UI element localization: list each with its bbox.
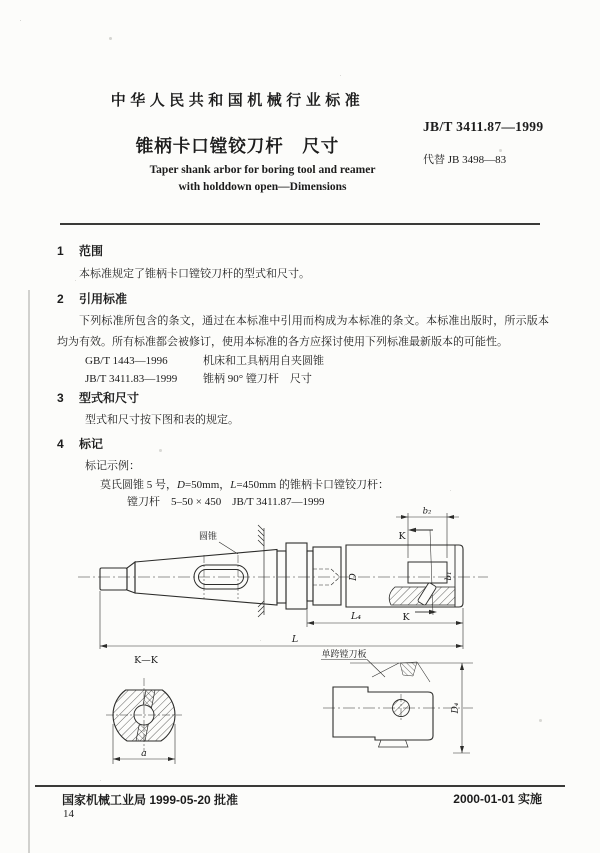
- section-kk-title: K—K: [134, 655, 158, 666]
- dim-label-l: L: [291, 634, 299, 645]
- standard-number: JB/T 3411.87—1999: [423, 119, 544, 134]
- dim-label-a: a: [141, 748, 147, 759]
- plate-edge: [417, 662, 430, 682]
- section-1-title: 范围: [79, 244, 104, 258]
- cutter-slot: [408, 562, 447, 583]
- section-4-title: 标记: [79, 437, 104, 451]
- standard-title-cn: 锥柄卡口镗铰刀杆 尺寸: [135, 136, 340, 156]
- dim-label-b1: b₁: [444, 571, 454, 581]
- cone-label: 圆锥: [198, 531, 218, 541]
- dimension-l4: [307, 608, 463, 649]
- arbor-body-steps: [277, 543, 341, 609]
- header-divider: [60, 223, 540, 225]
- bottom-plate-tab: [379, 740, 409, 747]
- main-view: [78, 507, 488, 650]
- example-text: =450mm 的锥柄卡口镗铰刀杆：: [236, 479, 389, 491]
- example-var-l: L: [230, 479, 237, 491]
- section-kk-view: [106, 655, 182, 764]
- standard-title-en-line1: Taper shank arbor for boring tool and reamer: [149, 164, 376, 176]
- dim-label-b2: b₂: [422, 506, 432, 517]
- section-marker-k-top: [398, 528, 433, 542]
- reference-title: 机床和工具柄用自夹圆锥: [203, 355, 324, 367]
- section-2-title: 引用标准: [79, 292, 128, 306]
- section-4-heading: [57, 435, 103, 452]
- section-3-number: 3: [57, 391, 64, 405]
- footer-divider: [35, 785, 565, 787]
- standard-title-en-line2: with holddown open—Dimensions: [178, 181, 347, 193]
- dim-label-d: D: [348, 573, 359, 581]
- section-marker-k-bottom: [402, 610, 437, 623]
- scan-noise: [20, 20, 21, 21]
- plate-section-hatch: [400, 662, 417, 676]
- section-1-paragraph: 本标准规定了锥柄卡口镗铰刀杆的型式和尺寸。: [79, 268, 310, 280]
- section-2-number: 2: [57, 292, 64, 306]
- section-2-paragraph: 下列标准所包含的条文，通过在本标准中引用而构成为本标准的条文。本标准出版时，所示版本均为有效。所有标准都会被修订，使用本标准的各方应探讨使用下列标准最新版本的可能性。: [57, 315, 549, 348]
- reference-item: [85, 369, 312, 390]
- marking-example-label: 标记示例：: [85, 460, 140, 472]
- reference-code: JB/T 3411.83—1999: [85, 373, 178, 385]
- section-2-heading: [57, 290, 127, 307]
- plate-label: 单跨镗刀板: [321, 649, 367, 659]
- dim-label-d4: D₄: [451, 702, 461, 714]
- section-3-heading: [57, 389, 139, 406]
- plate-edge: [372, 663, 399, 677]
- cone-leader-line: [219, 542, 238, 554]
- section-4-number: 4: [57, 437, 64, 451]
- page-number: 14: [63, 808, 74, 820]
- section-label-k: K: [398, 531, 406, 542]
- standard-org-line: 中华人民共和国机械行业标准: [110, 92, 365, 109]
- section-1-heading: [57, 242, 103, 259]
- implementation-line: 2000-01-01 实施: [453, 792, 542, 806]
- example-var-d: D: [177, 479, 185, 491]
- technical-drawing: [40, 506, 560, 782]
- example-text: 莫氏圆锥 5 号，: [100, 479, 177, 491]
- section-3-paragraph: 型式和尺寸按下图和表的规定。: [85, 414, 239, 426]
- detail-view: [321, 648, 473, 753]
- section-1-number: 1: [57, 244, 64, 258]
- section-3-title: 型式和尺寸: [79, 391, 140, 405]
- approval-line: 国家机械工业局 1999-05-20 批准: [62, 793, 239, 807]
- reference-title: 锥柄 90° 镗刀杆 尺寸: [203, 373, 312, 385]
- designation-line: 镗刀杆 5–50 × 450 JB/T 3411.87—1999: [127, 496, 325, 508]
- replaces-note: 代替 JB 3498—83: [423, 154, 507, 166]
- example-text: =50mm，: [184, 479, 231, 491]
- scan-edge-artifact: [28, 290, 30, 853]
- arbor-end-body: [333, 687, 433, 740]
- reference-code: GB/T 1443—1996: [85, 355, 168, 367]
- plate-leader-line: [367, 660, 385, 678]
- section-label-k: K: [402, 612, 410, 623]
- dim-label-l4: L₄: [350, 611, 362, 622]
